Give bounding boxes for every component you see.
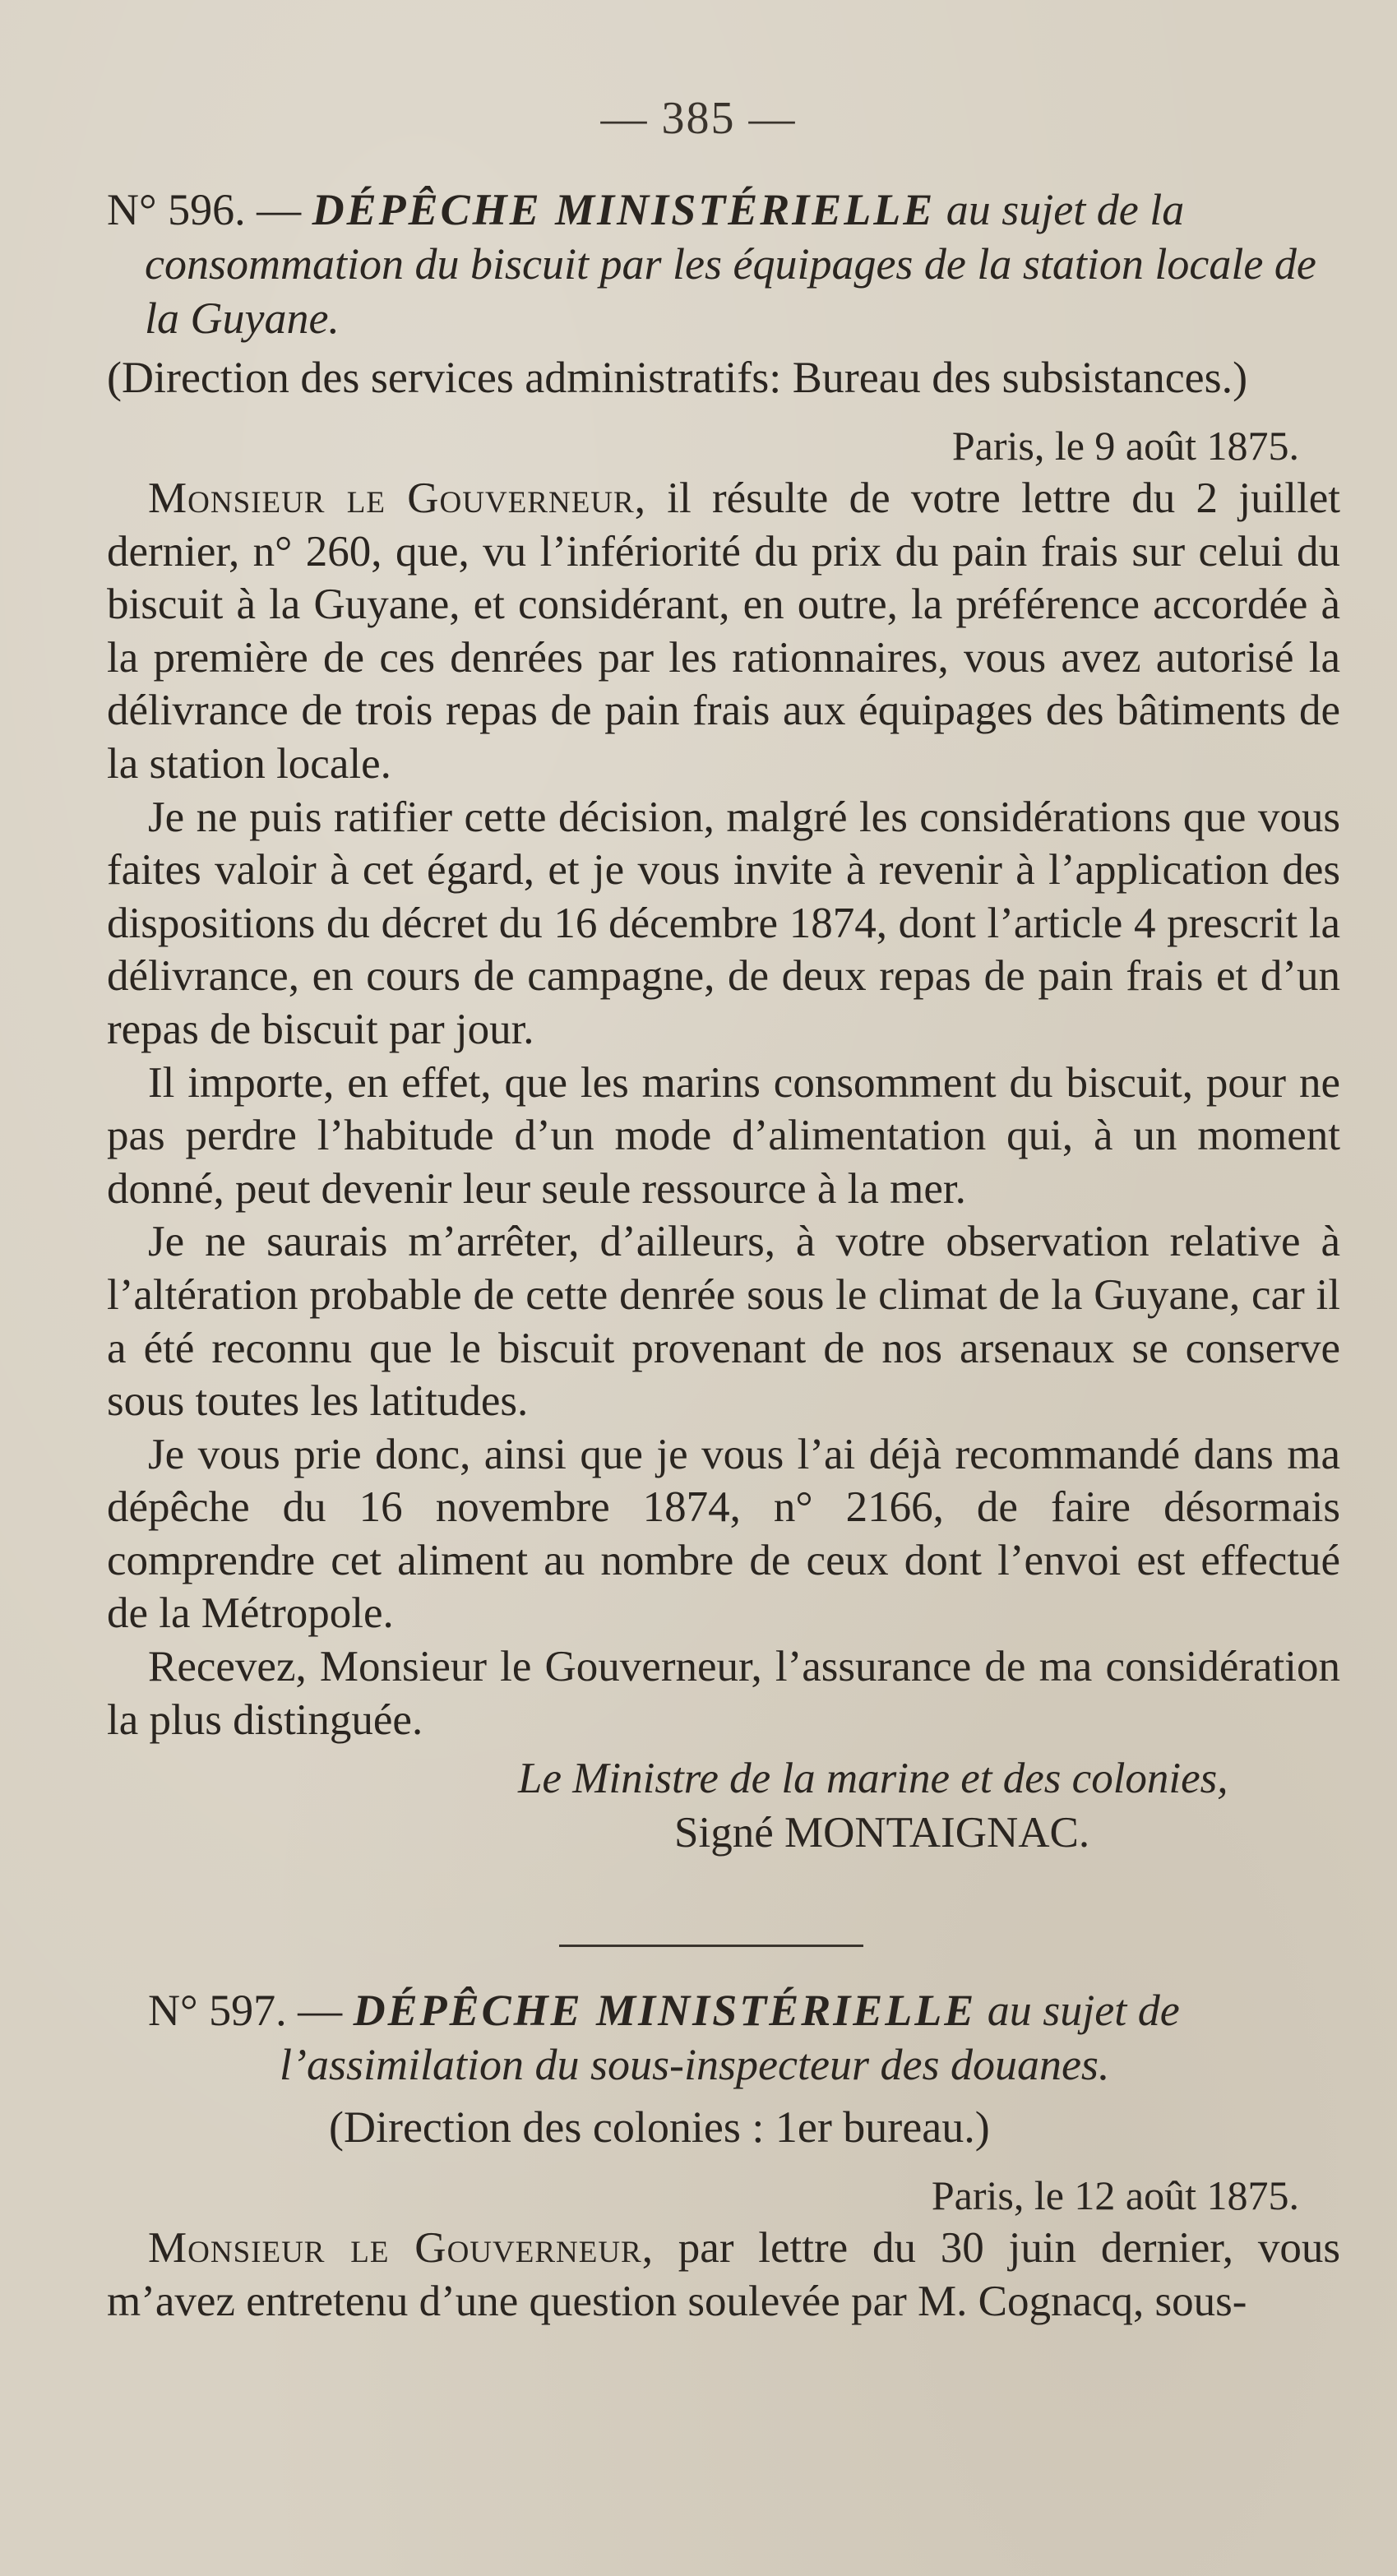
dispatch-596-paragraph: Il importe, en effet, que les marins consomment du biscuit, pour ne pas perdre l’habitude d’un mode d’alimentation qui, à un moment donné, peut devenir leur seule ressource à la mer. xyxy=(107,1058,1340,1213)
dispatch-596-paragraph-text: il résulte de votre lettre du 2 juillet dernier, n° 260, que, vu l’infériorité du prix du pain frais sur celui du biscuit à la Guyane, et considérant, en outre, la préférence accordée à la première de ces denrées par les rationnaires, vous avez autorisé la délivrance de trois repas de pain frais aux équipages des bâtiments de la station locale. xyxy=(107,474,1340,788)
dispatch-597-title: DÉPÊCHE MINISTÉRIELLE xyxy=(353,1986,977,2035)
signature-name: Signé MONTAIGNAC. xyxy=(674,1809,1090,1857)
dispatch-596-title: DÉPÊCHE MINISTÉRIELLE xyxy=(312,185,936,234)
dispatch-596-direction: (Direction des services administratifs: Bureau des subsistances.) xyxy=(107,353,1248,402)
dispatch-597-direction: (Direction des colonies : 1er bureau.) xyxy=(329,2102,990,2152)
dispatch-596-paragraph: Je vous prie donc, ainsi que je vous l’ai déjà recommandé dans ma dépêche du 16 novembre 1874, n° 2166, de faire désormais comprendre cet aliment au nombre de ceux dont l’envoi est effectué de la Métropole. xyxy=(107,1430,1340,1638)
dispatch-596-salutation: Monsieur le Gouverneur, xyxy=(148,474,646,522)
dispatch-596-dateline: Paris, le 9 août 1875. xyxy=(951,423,1299,469)
dispatch-596-heading xyxy=(107,183,1340,345)
dispatch-596-signature xyxy=(107,1751,1340,1860)
dispatch-596-subject: au sujet de la consommation du biscuit par les équipages de la station locale de la Guyane. xyxy=(145,185,1316,343)
dispatch-596-body xyxy=(107,472,1340,1746)
dispatch-597-heading xyxy=(107,1983,1340,2092)
dispatch-597-body xyxy=(107,2222,1340,2328)
dispatch-596-paragraph: Recevez, Monsieur le Gouverneur, l’assurance de ma considération la plus distinguée. xyxy=(107,1643,1340,1744)
section-divider xyxy=(559,1945,863,1947)
dispatch-596-paragraph: Je ne saurais m’arrêter, d’ailleurs, à votre observation relative à l’altération probable de cette denrée sous le climat de la Guyane, car il a été reconnu que le biscuit provenant de nos arsenaux se conserve sous toutes les latitudes. xyxy=(107,1218,1340,1426)
dispatch-597-salutation: Monsieur le Gouverneur, xyxy=(148,2224,654,2272)
dispatch-596-paragraph xyxy=(107,472,1340,791)
dispatch-597-paragraph-text: par lettre du 30 juin dernier, vous m’avez entretenu d’une question soulevée par M. Cognacq, sous- xyxy=(107,2224,1340,2325)
dispatch-597 xyxy=(107,1983,1340,2328)
dispatch-597-subject: au sujet de l’assimilation du sous-inspecteur des douanes. xyxy=(280,1986,1180,2089)
dispatch-597-paragraph xyxy=(107,2222,1340,2328)
dispatch-597-dateline: Paris, le 12 août 1875. xyxy=(931,2172,1299,2218)
signature-role: Le Ministre de la marine et des colonies, xyxy=(518,1755,1228,1803)
dispatch-596-number: N° 596. — xyxy=(107,185,302,234)
dispatch-596-paragraph: Je ne puis ratifier cette décision, malgré les considérations que vous faites valoir à cet égard, et je vous invite à revenir à l’application des dispositions du décret du 16 décembre 1874, dont l’article 4 prescrit la délivrance, en cours de campagne, de deux repas de pain frais et d’un repas de biscuit par jour. xyxy=(107,793,1340,1053)
page-number: — 385 — xyxy=(600,93,797,144)
dispatch-596 xyxy=(107,183,1340,1860)
dispatch-597-number: N° 597. — xyxy=(148,1986,343,2035)
